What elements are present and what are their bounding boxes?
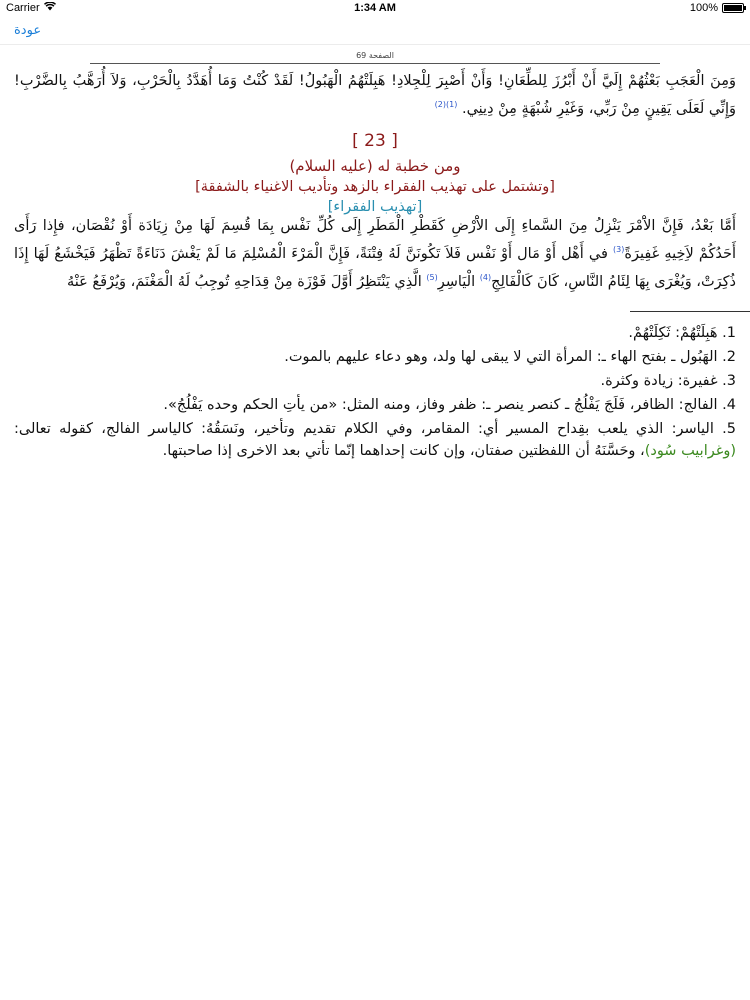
- intro-paragraph: [14, 70, 736, 121]
- footnote-ref-1[interactable]: (1): [446, 100, 458, 109]
- body-text-4: الَّذِي يَنْتَظِرُ أَوَّلَ فَوْزَة مِنْ قِدَاحِهِ تُوجِبُ لَهُ الْمَغْنَمَ، وَيُرْفَعُ عَنْهُ: [66, 273, 427, 290]
- body-text-1: أَمَّا بَعْدُ، فَإِنَّ الاَْمْرَ يَنْزِلُ مِنَ السَّماءِ إِلَى الاَْرْضِ كَقَطْرِ الْمَطَرِ إِلَى كُلِّ نَفْس بِمَا قُسِمَ لَهَا مِنْ زِيَادَة أَوْ نُقْصَان، فإِذا رَأَى أَحَدُكُمْ لاَِخِيهِ غَفِيرَةً: [14, 217, 737, 262]
- sermon-number: [ 23 ]: [352, 130, 398, 151]
- footnote-ref-5[interactable]: (5): [426, 272, 438, 282]
- carrier-label: Carrier: [6, 2, 40, 14]
- intro-text: وَمِنَ الْعَجَبِ بَعْثُهُمْ إِلَيَّ أَنْ أَبْرُزَ لِلطِّعَانِ! وَأَنْ أَصْبِرَ لِلْجِلادِ! هَبِلَتْهُمُ الْهَبُولُ! لَقَدْ كُنْتُ وَمَا أُهَدَّدُ بِالْحَرْبِ، وَلاَ أُرَهَّبُ بِالضَّرْبِ! وَإِنِّي لَعَلَى يَقِينٍ مِنْ رَبِّي، وَغَيْرِ شُبْهَةٍ مِنْ دِينِي.: [14, 73, 736, 117]
- body-text-3: الْيَاسِرِ: [437, 273, 480, 290]
- footnote-2: 2. الهَبُول ـ بفتح الهاء ـ: المرأة التي لا يبقى لها ولد، وهو دعاء عليهم بالموت.: [284, 349, 736, 366]
- footnote-4: 4. الفالج: الظافر، فَلَجَ يَفْلُجُ ـ كنصر ينصر ـ: ظفر وفاز، ومنه المثل: «من يأتِ الحكم وحده يَفْلُجُ».: [163, 397, 736, 414]
- status-time: 1:34 AM: [354, 2, 396, 14]
- back-button[interactable]: عودة: [14, 23, 42, 38]
- quran-quote: (وغرابيب سُود): [644, 443, 736, 460]
- sermon-title: ومن خطبة له (عليه السلام): [289, 156, 461, 175]
- body-text-2: في أَهْل أَوْ مَال أَوْ نَفْس فَلاَ تَكُونَنَّ لَهُ فِتْنَةً، فَإِنَّ الْمَرْءَ الْمُسْلِمَ مَا لَمْ يَغْشَ دَنَاءَةً تَظْهَرُ فَيَخْشَعُ لَهَا إِذَا ذُكِرَتْ، وَيُغْرَى بِهَا لِئَامُ النَّاسِ، كَانَ كَالْفَالِجِ: [14, 245, 736, 290]
- footnote-5-text-a: 5. الياسر: الذي يلعب بقِداح المسير أي: المقامر، وفي الكلام تقديم وتأخير، ونَسَقُهُ: كالياسر الفالج، كقوله تعالى:: [14, 421, 736, 438]
- footnotes-section: [0, 322, 750, 462]
- footnote-ref-3[interactable]: (3): [613, 244, 625, 254]
- footnote-1: 1. هَبِلَتْهُمْ: ثَكِلَتْهُمْ.: [628, 325, 736, 342]
- battery-icon: [722, 3, 744, 13]
- footnote-3: 3. غفيرة: زيادة وكثرة.: [600, 373, 736, 390]
- footnote-5-text-b: ، وحَسَّنَهُ أن اللفظتين صفتان، وإن كانت إحداهما إنّما تأتي بعد الاخرى إذا صاحبتها.: [162, 443, 645, 460]
- page-number-label: الصفحة 69: [350, 51, 400, 60]
- section-subheading: [تهذيب الفقراء]: [327, 198, 423, 215]
- page-number-header: [90, 51, 660, 64]
- battery-percent: 100%: [689, 2, 718, 14]
- footnotes-divider: [630, 311, 750, 312]
- reading-content: [0, 64, 750, 293]
- navigation-bar: [0, 18, 750, 45]
- status-bar: [0, 0, 750, 18]
- footnote-ref-4[interactable]: (4): [479, 272, 492, 282]
- footnote-5: [14, 418, 736, 462]
- sermon-description: [وتشتمل على تهذيب الفقراء بالزهد وتأديب الاغنياء بالشفقة]: [195, 178, 555, 195]
- battery-level-fill: [724, 5, 742, 11]
- status-right: [690, 2, 744, 14]
- footnote-ref-2[interactable]: (2): [434, 100, 447, 109]
- sermon-body: [14, 215, 736, 294]
